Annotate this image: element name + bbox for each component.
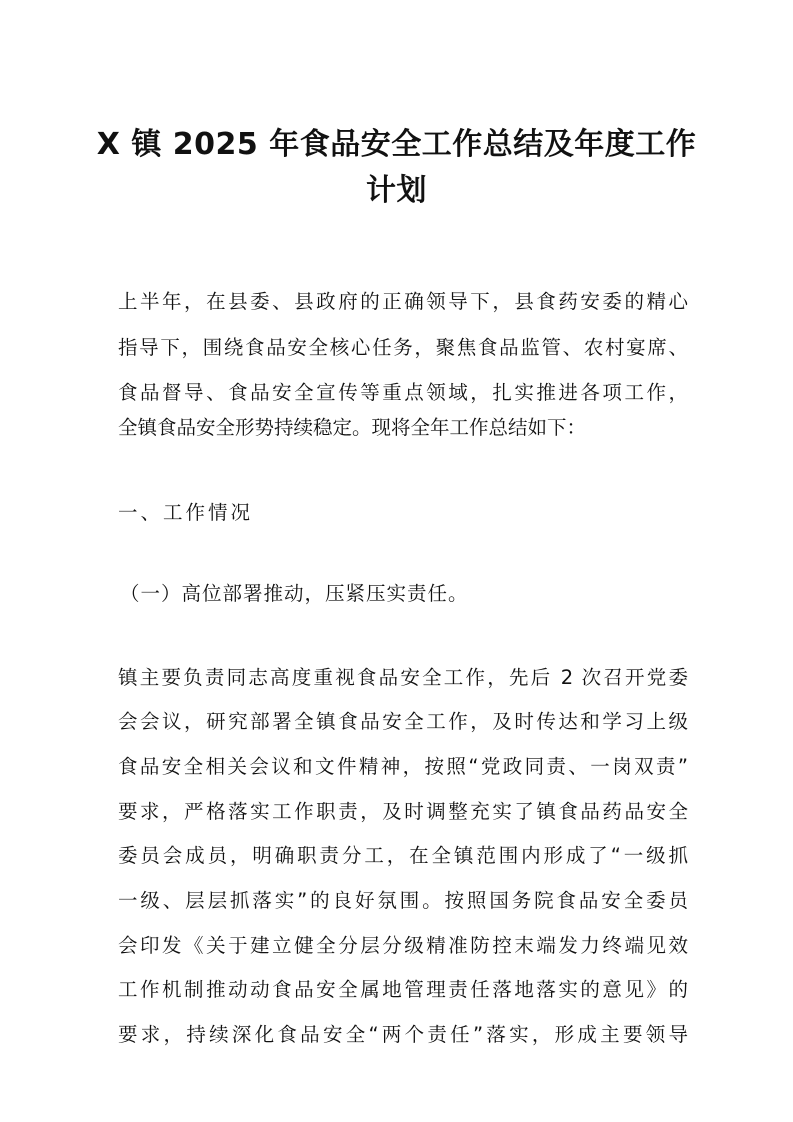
paragraph-line: 要求，持续深化食品安全“两个责任”落实，形成主要领导	[118, 1023, 688, 1046]
paragraph-line: 委员会成员，明确职责分工，在全镇范围内形成了“一级抓	[118, 844, 688, 867]
paragraph-line: 工作机制推动动食品安全属地管理责任落地落实的意见》的	[118, 978, 688, 1001]
paragraph-line: 一级、层层抓落实”的良好氛围。按照国务院食品安全委员	[118, 889, 688, 912]
subsection-heading: （一）高位部署推动，压紧压实责任。	[120, 582, 469, 605]
section-heading: 一、工作情况	[118, 501, 254, 524]
document-title-line-1: X 镇 2025 年食品安全工作总结及年度工作	[96, 127, 697, 162]
paragraph-line: 会会议，研究部署全镇食品安全工作，及时传达和学习上级	[118, 710, 688, 733]
intro-line: 食品督导、食品安全宣传等重点领域，扎实推进各项工作，	[118, 381, 688, 404]
paragraph-line: 会印发《关于建立健全分层分级精准防控末端发力终端见效	[118, 934, 688, 957]
intro-line: 指导下，围绕食品安全核心任务，聚焦食品监管、农村宴席、	[118, 336, 688, 359]
paragraph-line: 食品安全相关会议和文件精神，按照“党政同责、一岗双责”	[118, 755, 688, 778]
paragraph-line: 镇主要负责同志高度重视食品安全工作，先后 2 次召开党委	[118, 666, 688, 689]
document-title-line-2: 计划	[366, 173, 427, 208]
paragraph-line: 要求，严格落实工作职责，及时调整充实了镇食品药品安全	[118, 800, 688, 823]
intro-line: 全镇食品安全形势持续稳定。现将全年工作总结如下：	[118, 416, 587, 439]
intro-line: 上半年，在县委、县政府的正确领导下，县食药安委的精心	[118, 290, 688, 313]
